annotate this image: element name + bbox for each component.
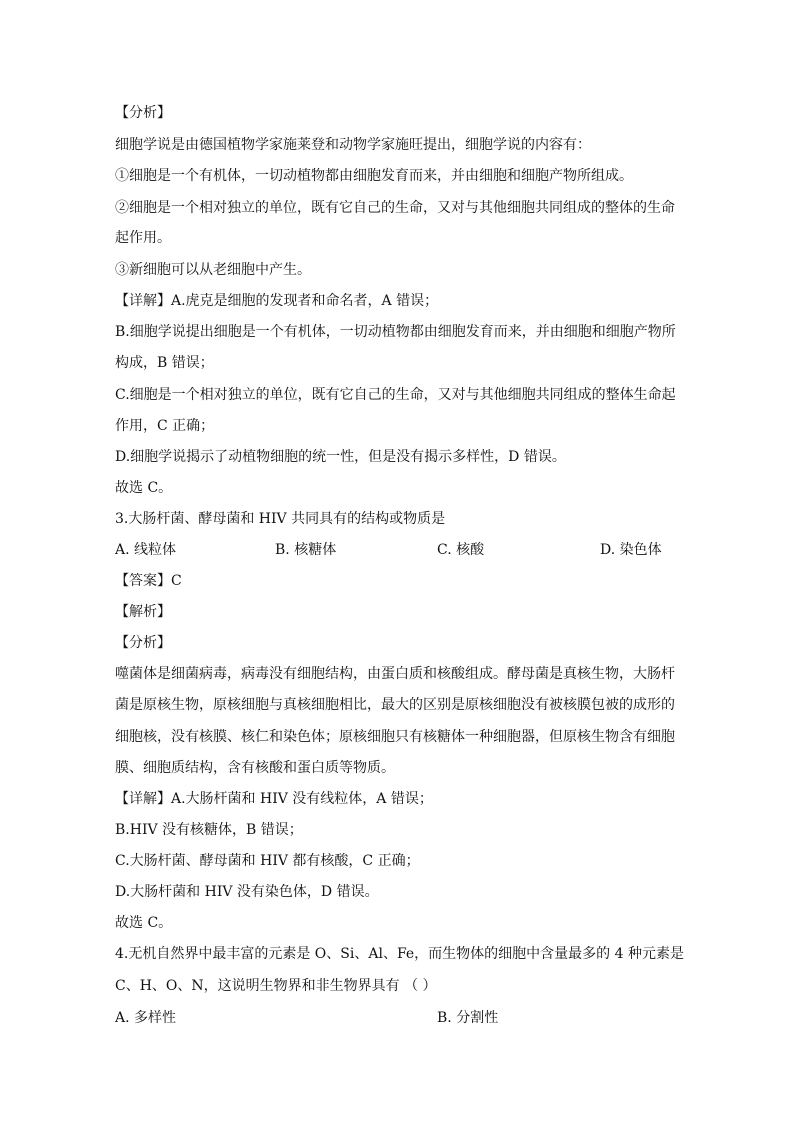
q3-answer: 【答案】C (115, 573, 182, 589)
q4-option-a: A. 多样性 (115, 1010, 177, 1026)
q2-analysis-line: ①细胞是一个有机体，一切动植物都由细胞发育而来，并由细胞和细胞产物所组成。 (115, 168, 633, 184)
q3-option-a: A. 线粒体 (115, 542, 177, 558)
q2-detail-line: B.细胞学说提出细胞是一个有机体，一切动植物都由细胞发育而来，并由细胞和细胞产物所 (115, 324, 676, 340)
q3-analysis-line: 膜、细胞质结构，含有核酸和蛋白质等物质。 (115, 760, 395, 776)
q3-conclusion: 故选 C。 (115, 915, 173, 931)
q3-analysis-line: 细胞核，没有核膜、核仁和染色体；原核细胞只有核糖体一种细胞器，但原核生物含有细胞 (115, 729, 675, 745)
q3-option-d: D. 染色体 (600, 542, 662, 558)
q3-detail-line: B.HIV 没有核糖体，B 错误； (115, 822, 303, 838)
q2-detail-line: 作用，C 正确； (115, 418, 215, 434)
q3-detail-line: C.大肠杆菌、酵母菌和 HIV 都有核酸，C 正确； (115, 853, 420, 869)
q3-analysis-heading: 【分析】 (115, 635, 171, 651)
q2-detail-line: 【详解】A.虎克是细胞的发现者和命名者，A 错误； (115, 293, 439, 309)
q2-detail-line: C.细胞是一个相对独立的单位，既有它自己的生命，又对与其他细胞共同组成的整体生命起 (115, 387, 676, 403)
q4-stem-line: 4.无机自然界中最丰富的元素是 O、Si、Al、Fe，而生物体的细胞中含量最多的 4 种元素是 (115, 946, 684, 962)
q2-detail-line: 构成，B 错误； (115, 355, 214, 371)
q3-detail-line: 【详解】A.大肠杆菌和 HIV 没有线粒体，A 错误； (115, 791, 433, 807)
q4-option-b: B. 分割性 (437, 1010, 499, 1026)
q2-analysis-line: 起作用。 (115, 230, 171, 246)
q3-analysis-line: 菌是原核生物，原核细胞与真核细胞相比，最大的区别是原核细胞没有被核膜包被的成形的 (115, 697, 675, 713)
q3-detail-line: D.大肠杆菌和 HIV 没有染色体，D 错误。 (115, 884, 379, 900)
q3-explanation-heading: 【解析】 (115, 604, 171, 620)
q2-analysis-line: 细胞学说是由德国植物学家施莱登和动物学家施旺提出，细胞学说的内容有： (115, 137, 591, 153)
q3-analysis-line: 噬菌体是细菌病毒，病毒没有细胞结构，由蛋白质和核酸组成。酵母菌是真核生物，大肠杆 (115, 666, 675, 682)
q3-option-c: C. 核酸 (437, 542, 485, 558)
q4-stem-line: C、H、O、N，这说明生物界和非生物界具有 （ ） (115, 978, 437, 994)
q2-analysis-line: ②细胞是一个相对独立的单位，既有它自己的生命，又对与其他细胞共同组成的整体的生命 (115, 200, 675, 216)
q2-detail-line: D.细胞学说揭示了动植物细胞的统一性，但是没有揭示多样性，D 错误。 (115, 449, 566, 465)
q2-analysis-heading: 【分析】 (115, 105, 171, 121)
q2-analysis-line: ③新细胞可以从老细胞中产生。 (115, 262, 311, 278)
q3-option-b: B. 核糖体 (275, 542, 337, 558)
q2-conclusion: 故选 C。 (115, 480, 173, 496)
q3-stem: 3.大肠杆菌、酵母菌和 HIV 共同具有的结构或物质是 (115, 511, 446, 527)
